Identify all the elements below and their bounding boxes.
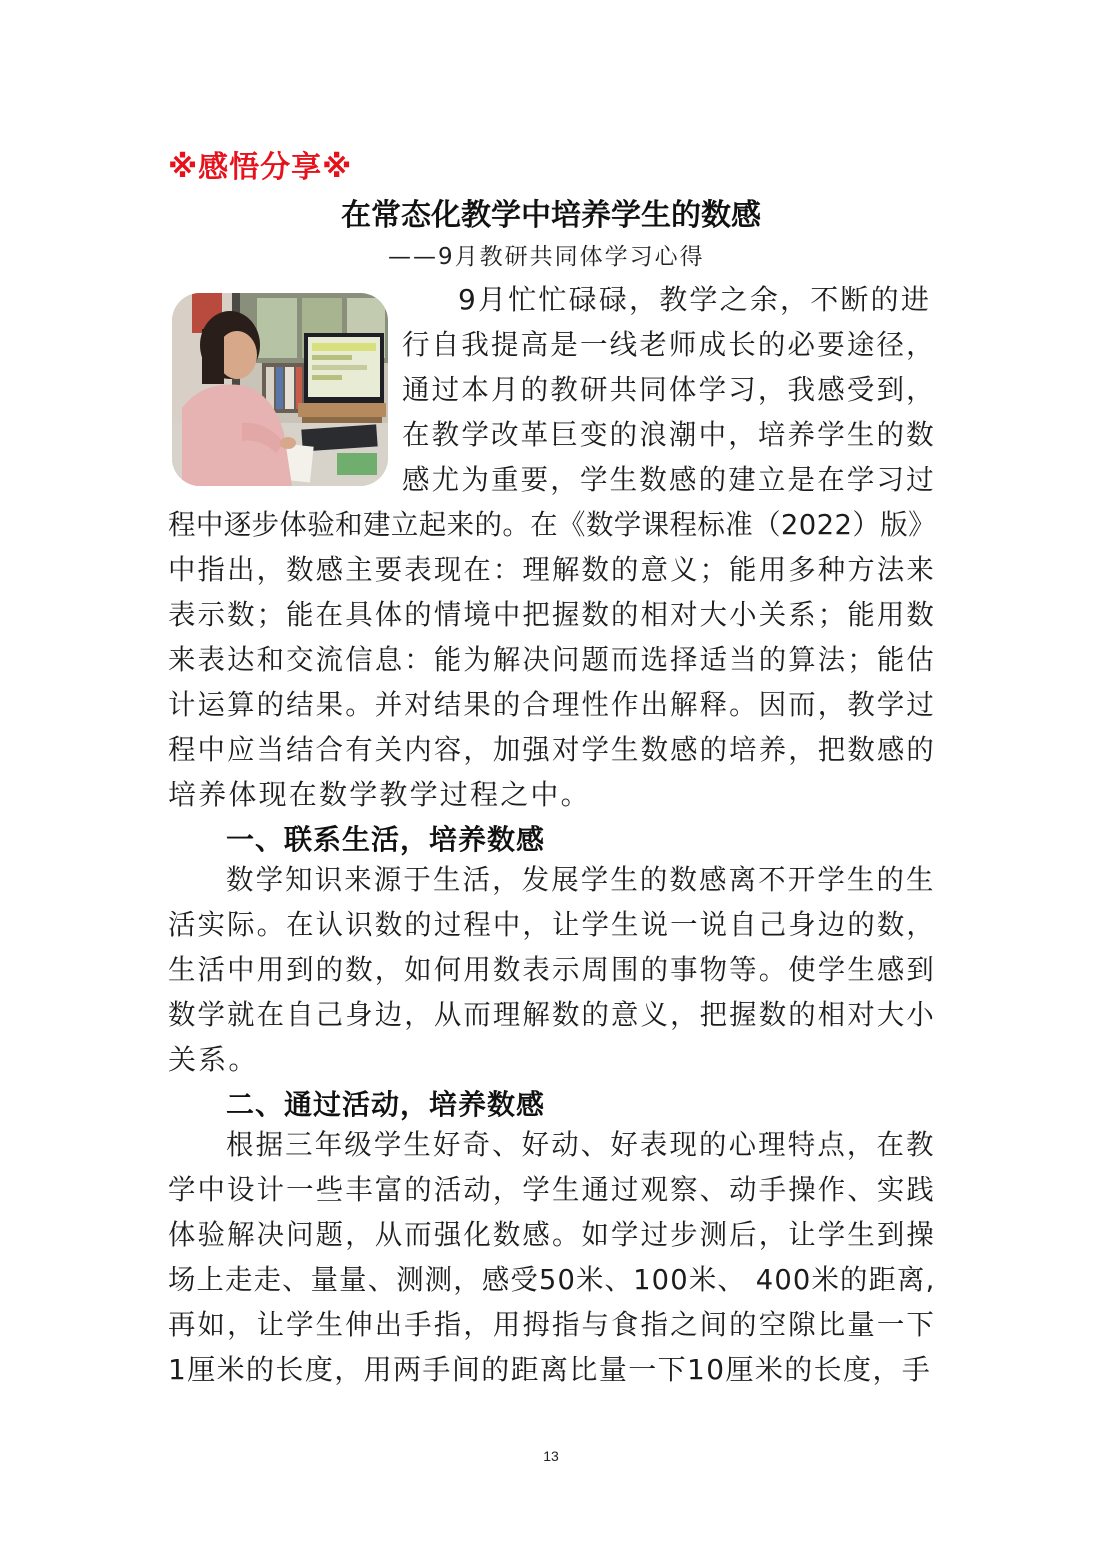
paragraph-line: 行自我提高是一线老师成长的必要途径，: [402, 328, 936, 361]
paragraph-line: 通过本月的教研共同体学习，我感受到，: [402, 373, 936, 406]
paragraph-line: 计运算的结果。并对结果的合理性作出解释。因而，教学过: [168, 688, 936, 721]
paragraph-line: 程中逐步体验和建立起来的。在《数学课程标准（2022）版》: [168, 508, 937, 541]
paragraph-line: 关系。: [168, 1043, 259, 1076]
paragraph-line: 根据三年级学生好奇、好动、好表现的心理特点，在教: [226, 1128, 936, 1161]
paragraph-line: 1厘米的长度，用两手间的距离比量一下10厘米的长度，手: [168, 1353, 932, 1386]
article-title: 在常态化教学中培养学生的数感: [341, 198, 761, 233]
section-tag: ※感悟分享※: [168, 150, 353, 185]
paragraph-line: 场上走走、量量、测测，感受50米、100米、 400米的距离,: [168, 1263, 936, 1296]
paragraph-line: 表示数；能在具体的情境中把握数的相对大小关系；能用数: [168, 598, 936, 631]
paragraph-line: 再如，让学生伸出手指，用拇指与食指之间的空隙比量一下: [168, 1308, 936, 1341]
paragraph-line: 体验解决问题，从而强化数感。如学过步测后，让学生到操: [168, 1218, 936, 1251]
page-number: 13: [543, 1448, 559, 1464]
paragraph-line: 9月忙忙碌碌，教学之余，不断的进: [458, 283, 932, 316]
paragraph-line: 程中应当结合有关内容，加强对学生数感的培养，把数感的: [168, 733, 936, 766]
paragraph-line: 活实际。在认识数的过程中，让学生说一说自己身边的数，: [168, 908, 936, 941]
article-subtitle: ——9月教研共同体学习心得: [388, 244, 705, 270]
paragraph-line: 学中设计一些丰富的活动，学生通过观察、动手操作、实践: [168, 1173, 936, 1206]
paragraph-line: 数学知识来源于生活，发展学生的数感离不开学生的生: [226, 863, 936, 896]
paragraph-line: 在教学改革巨变的浪潮中，培养学生的数: [402, 418, 936, 451]
paragraph-line: 培养体现在数学教学过程之中。: [168, 778, 591, 811]
teacher-photo: [172, 293, 388, 486]
paragraph-line: 数学就在自己身边，从而理解数的意义，把握数的相对大小: [168, 998, 936, 1031]
section-heading: 二、通过活动，培养数感: [226, 1088, 546, 1121]
paragraph-line: 来表达和交流信息：能为解决问题而选择适当的算法；能估: [168, 643, 936, 676]
paragraph-line: 生活中用到的数，如何用数表示周围的事物等。使学生感到: [168, 953, 936, 986]
paragraph-line: 感尤为重要，学生数感的建立是在学习过: [402, 463, 936, 496]
paragraph-line: 中指出，数感主要表现在：理解数的意义；能用多种方法来: [168, 553, 936, 586]
section-heading: 一、联系生活，培养数感: [226, 823, 546, 856]
